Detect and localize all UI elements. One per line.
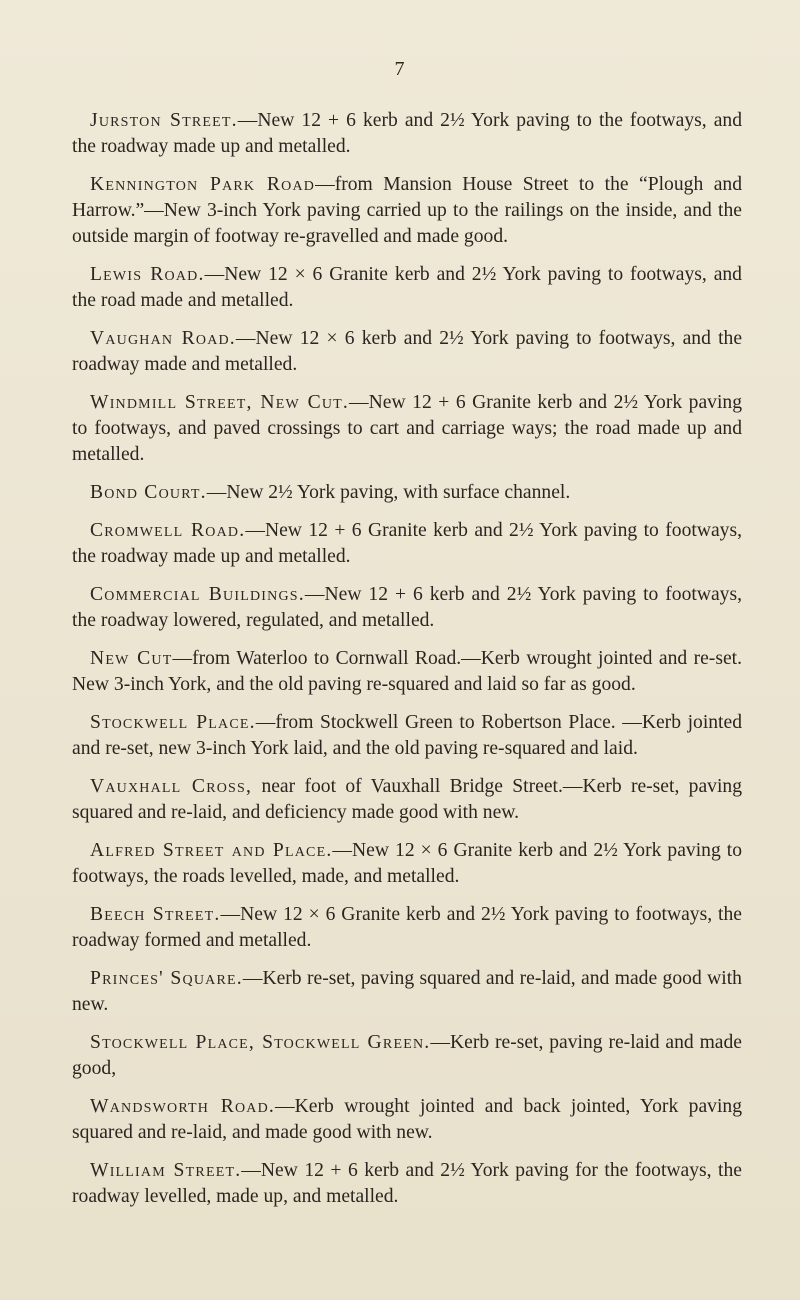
entry-cromwell-road bbox=[72, 518, 742, 570]
entry-text: —New 12 × 6 Granite kerb and 2½ York paving to footways, and the road made and metalled. bbox=[72, 264, 742, 311]
entry-heading: Vaughan Road. bbox=[90, 328, 236, 349]
entry-heading: Windmill Street, New Cut. bbox=[90, 392, 350, 413]
entry-alfred-street bbox=[72, 838, 742, 890]
entry-text: —New 12 × 6 Granite kerb and 2½ York paving to footways, the roadway formed and metalled. bbox=[72, 904, 742, 951]
entry-text: —from Stockwell Green to Robertson Place. —Kerb jointed and re-set, new 3-inch York laid, and the old paving re-squared and laid. bbox=[72, 712, 742, 759]
entry-jurston-street bbox=[72, 108, 742, 160]
entry-windmill-street bbox=[72, 390, 742, 468]
entry-william-street bbox=[72, 1158, 742, 1210]
entry-text: —New 12 + 6 kerb and 2½ York paving to the footways, and the roadway made up and metalled. bbox=[72, 110, 742, 157]
entry-text: —from Waterloo to Cornwall Road.—Kerb wrought jointed and re-set. New 3-inch York, and the old paving re-squared and laid so far as good. bbox=[72, 648, 742, 695]
page-number: 7 bbox=[394, 58, 406, 80]
entry-heading: New Cut bbox=[90, 648, 173, 669]
entry-heading: Bond Court. bbox=[90, 482, 207, 503]
entry-text: —New 12 + 6 Granite kerb and 2½ York paving to footways, the roadway made up and metalled. bbox=[72, 520, 742, 567]
entry-heading: Commercial Buildings. bbox=[90, 584, 305, 605]
entry-beech-street bbox=[72, 902, 742, 954]
entry-heading: Alfred Street and Place. bbox=[90, 840, 333, 861]
entry-heading: Lewis Road. bbox=[90, 264, 205, 285]
entry-lewis-road bbox=[72, 262, 742, 314]
entry-text: —from Mansion House Street to the “Plough and Harrow.”—New 3-inch York paving carried up to the railings on the inside, and the outside margin of footway re-gravelled and made good. bbox=[72, 174, 742, 247]
entry-stockwell-place bbox=[72, 710, 742, 762]
entry-heading: Kennington Park Road bbox=[90, 174, 316, 195]
entry-commercial-buildings bbox=[72, 582, 742, 634]
entry-text: near foot of Vauxhall Bridge Street.—Kerb re-set, paving squared and re-laid, and deficiency made good with new. bbox=[72, 776, 742, 823]
entry-text: —New 2½ York paving, with surface channel. bbox=[206, 482, 571, 503]
entry-heading: Beech Street. bbox=[90, 904, 221, 925]
entry-heading: Jurston Street. bbox=[90, 110, 238, 131]
entry-vaughan-road bbox=[72, 326, 742, 378]
entry-stockwell-green bbox=[72, 1030, 742, 1082]
entry-text: —Kerb re-set, paving squared and re-laid, and made good with new. bbox=[72, 968, 742, 1015]
entry-new-cut bbox=[72, 646, 742, 698]
entry-text: —New 12 + 6 kerb and 2½ York paving to footways, the roadway lowered, regulated, and metalled. bbox=[72, 584, 743, 631]
entry-heading: Stockwell Place, Stockwell Green. bbox=[90, 1032, 431, 1053]
entry-heading: Vauxhall Cross, bbox=[90, 776, 253, 797]
entry-heading: Stockwell Place. bbox=[90, 712, 256, 733]
entry-kennington-park-road bbox=[72, 172, 742, 250]
entry-text: —Kerb re-set, paving re-laid and made good, bbox=[72, 1032, 743, 1079]
entry-wandsworth-road bbox=[72, 1094, 742, 1146]
entry-princes-square bbox=[72, 966, 742, 1018]
entry-heading: Princes' Square. bbox=[90, 968, 243, 989]
entries-list bbox=[72, 108, 742, 1222]
entry-heading: Wandsworth Road. bbox=[90, 1096, 276, 1117]
entry-heading: Cromwell Road. bbox=[90, 520, 246, 541]
entry-text: —New 12 × 6 kerb and 2½ York paving to footways, and the roadway made and metalled. bbox=[72, 328, 743, 375]
entry-vauxhall-cross bbox=[72, 774, 742, 826]
entry-bond-court bbox=[72, 480, 742, 506]
entry-text: —New 12 + 6 Granite kerb and 2½ York paving to footways, and paved crossings to cart and carriage ways; the road made up and metalled. bbox=[72, 392, 743, 465]
entry-heading: William Street. bbox=[90, 1160, 242, 1181]
entry-text: —New 12 + 6 kerb and 2½ York paving for the footways, the roadway levelled, made up, and metalled. bbox=[72, 1160, 742, 1207]
entry-text: —Kerb wrought jointed and back jointed, York paving squared and re-laid, and made good with new. bbox=[72, 1096, 743, 1143]
entry-text: —New 12 × 6 Granite kerb and 2½ York paving to footways, the roads levelled, made, and metalled. bbox=[72, 840, 742, 887]
